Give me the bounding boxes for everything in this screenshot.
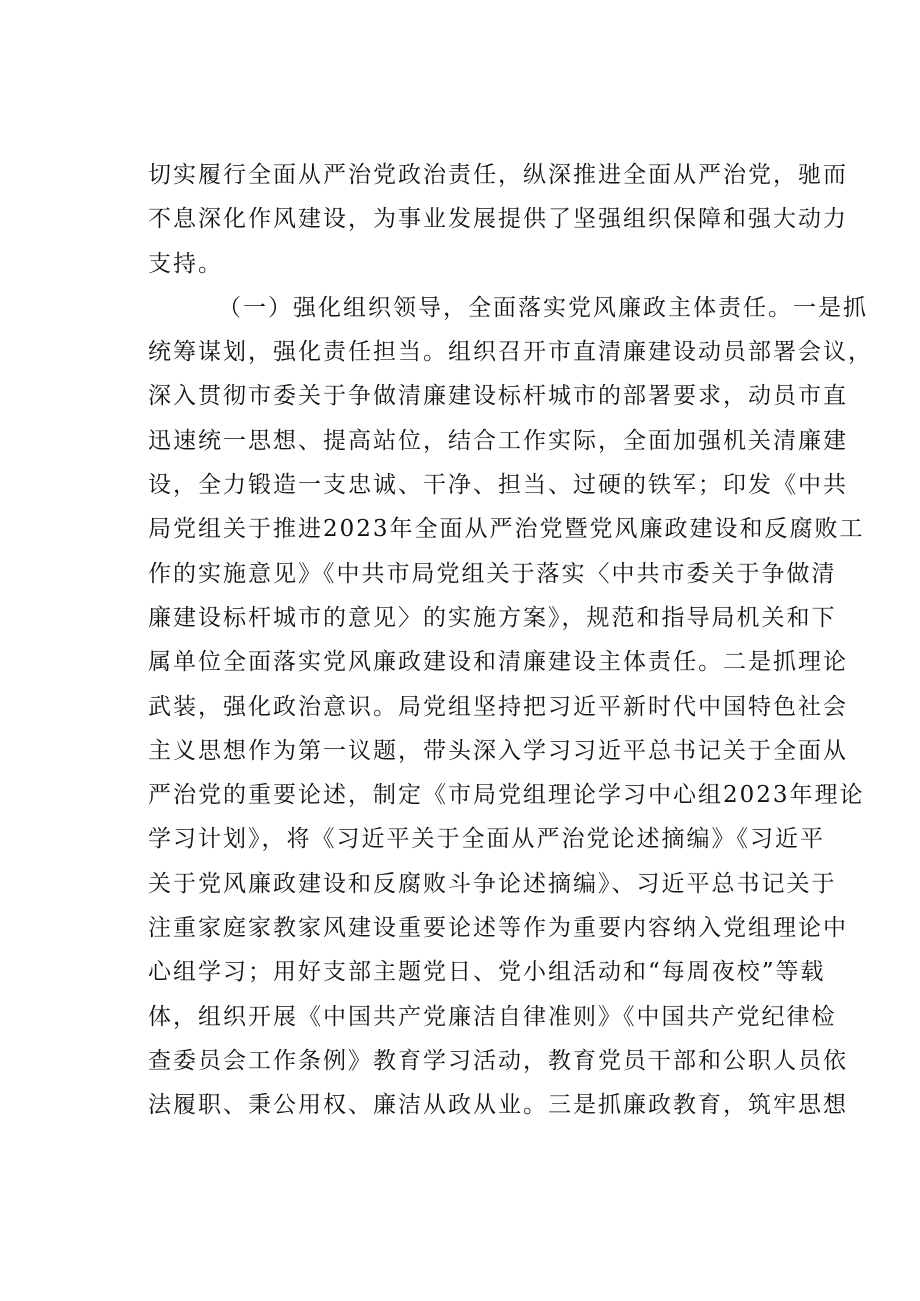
- text-line: （一）强化组织领导，全面落实党风廉政主体责任。一是抓: [218, 294, 868, 321]
- text-line: 学习计划》，将《习近平关于全面从严治党论述摘编》《习近平: [148, 826, 825, 853]
- text-line: 统筹谋划，强化责任担当。组织召开市直清廉建设动员部署会议，: [148, 339, 873, 366]
- text-line: 主义思想作为第一议题，带头深入学习习近平总书记关于全面从: [148, 737, 848, 764]
- text-line: 注重家庭家教家风建设重要论述等作为重要内容纳入党组理论中: [148, 915, 848, 942]
- text-line: 严治党的重要论述，制定《市局党组理论学习中心组2023年理论: [148, 782, 865, 809]
- text-line: 设，全力锻造一支忠诚、干净、担当、过硬的铁军；印发《中共: [148, 472, 848, 499]
- text-line: 切实履行全面从严治党政治责任，纵深推进全面从严治党，驰而: [148, 162, 848, 188]
- text-line: 体，组织开展《中国共产党廉洁自律准则》《中国共产党纪律检: [148, 1003, 837, 1030]
- text-line: 支持。: [148, 250, 223, 277]
- text-line: 不息深化作风建设，为事业发展提供了坚强组织保障和强大动力: [148, 206, 848, 233]
- document-body: [148, 153, 873, 1128]
- text-line: 心组学习；用好支部主题党日、党小组活动和“每周夜校”等载: [148, 959, 826, 986]
- text-line: 武装，强化政治意识。局党组坚持把习近平新时代中国特色社会: [148, 693, 848, 720]
- text-line: 法履职、秉公用权、廉洁从政从业。三是抓廉政教育，筑牢思想: [148, 1092, 848, 1119]
- text-line: 迅速统一思想、提高站位，结合工作实际，全面加强机关清廉建: [148, 427, 848, 454]
- text-line: 廉建设标杆城市的意见〉的实施方案》，规范和指导局机关和下: [148, 604, 837, 631]
- text-line: 关于党风廉政建设和反腐败斗争论述摘编》、习近平总书记关于: [148, 870, 837, 897]
- text-line: 深入贯彻市委关于争做清廉建设标杆城市的部署要求，动员市直: [148, 383, 848, 410]
- text-line: 局党组关于推进2023年全面从严治党暨党风廉政建设和反腐败工: [148, 516, 865, 543]
- text-line: 作的实施意见》《中共市局党组关于落实〈中共市委关于争做清: [148, 560, 837, 587]
- text-line: 查委员会工作条例》教育学习活动，教育党员干部和公职人员依: [148, 1047, 848, 1074]
- text-line: 属单位全面落实党风廉政建设和清廉建设主体责任。二是抓理论: [148, 649, 848, 676]
